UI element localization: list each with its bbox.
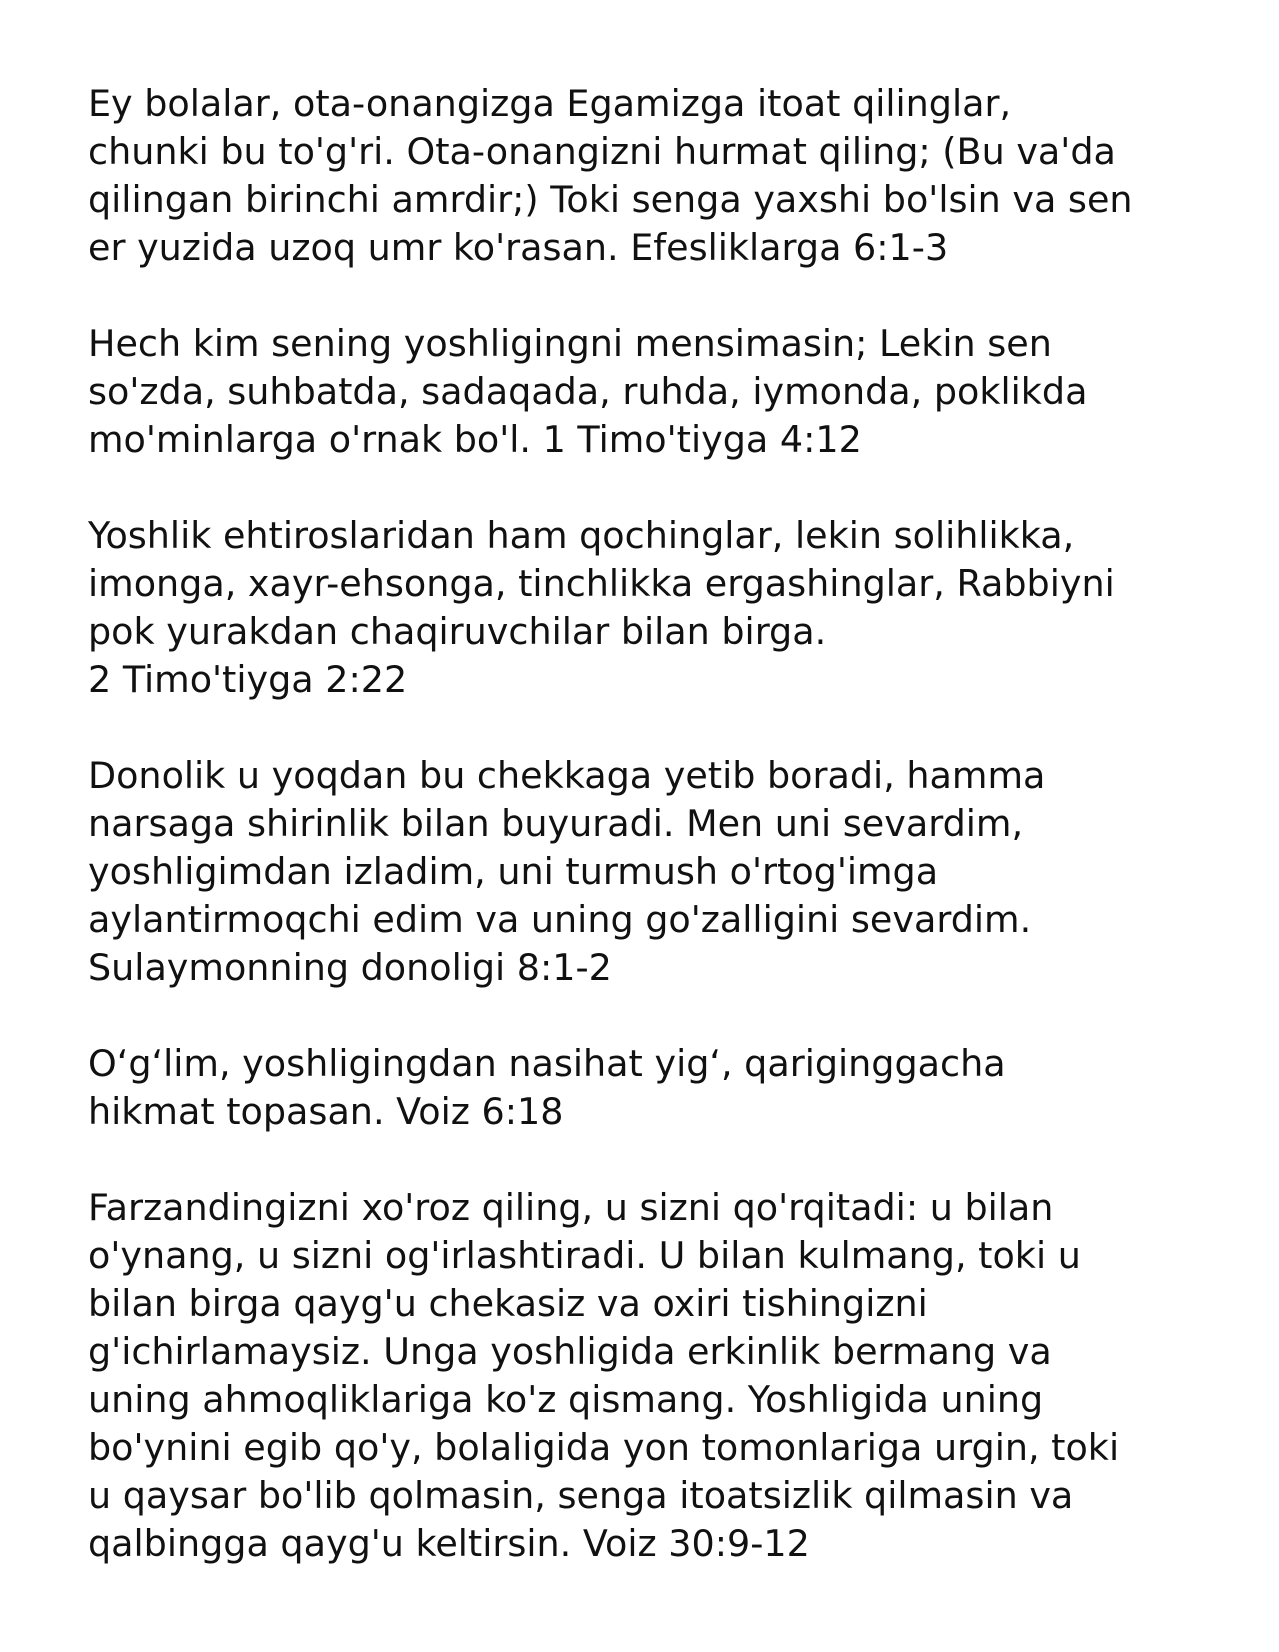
verse-paragraph-voiz-30: Farzandingizni xo'roz qiling, u sizni qo'rqitadi: u bilan o'ynang, u sizni og'irlashtiradi. U bilan kulmang, toki u bilan birga qayg'u chekasiz va oxiri tishingizni g'ichirlamaysiz. Unga yoshligida erkinlik bermang va uning ahmoqliklariga ko'z qismang. Yoshligida uning bo'ynini egib qo'y, bolaligida yon tomonlariga urgin, toki u qaysar bo'lib qolmasin, senga itoatsizlik qilmasin va qalbingga qayg'u keltirsin. Voiz 30:9-12 <box>88 1186 1120 1565</box>
verse-paragraph-wisdom: Donolik u yoqdan bu chekkaga yetib boradi, hamma narsaga shirinlik bilan buyuradi. Men uni sevardim, yoshligimdan izladim, uni turmush o'rtog'imga aylantirmoqchi edim va uning go'zalligini sevardim. Sulaymonning donoligi 8:1-2 <box>88 754 1046 989</box>
document-page <box>88 80 1218 1616</box>
verse-paragraph-1-timothy: Hech kim sening yoshligingni mensimasin; Lekin sen so'zda, suhbatda, sadaqada, ruhda, iymonda, poklikda mo'minlarga o'rnak bo'l. 1 Timo'tiyga 4:12 <box>88 322 1088 461</box>
verse-paragraph-ephesians: Ey bolalar, ota-onangizga Egamizga itoat qilinglar, chunki bu to'g'ri. Ota-onangizni hurmat qiling; (Bu va'da qilingan birinchi amrdir;) Toki senga yaxshi bo'lsin va sen er yuzida uzoq umr ko'rasan. Efesliklarga 6:1-3 <box>88 82 1133 269</box>
verse-paragraph-2-timothy: Yoshlik ehtiroslaridan ham qochinglar, lekin solihlikka, imonga, xayr-ehsonga, tinchlikka ergashinglar, Rabbiyni pok yurakdan chaqiruvchilar bilan birga. 2 Timo'tiyga 2:22 <box>88 514 1115 701</box>
verse-paragraph-voiz-6: O‘g‘lim, yoshligingdan nasihat yig‘, qariginggacha hikmat topasan. Voiz 6:18 <box>88 1042 1006 1133</box>
